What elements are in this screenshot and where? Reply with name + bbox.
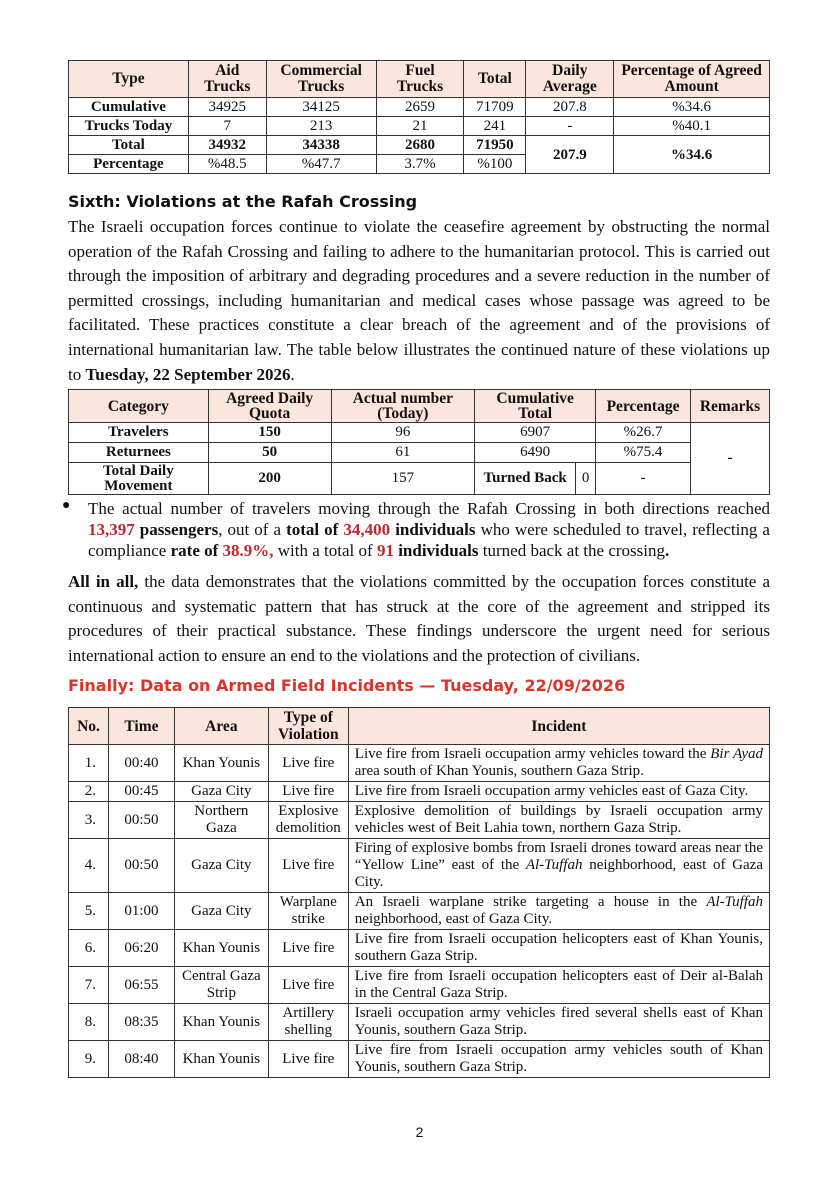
incident-time: 00:50: [108, 839, 174, 893]
row-label: Travelers: [69, 423, 209, 443]
table-cell: %48.5: [188, 155, 266, 174]
header-cell: Fuel Trucks: [376, 61, 464, 98]
table-cell: 21: [376, 117, 464, 136]
incident-time: 06:20: [108, 930, 174, 967]
incident-description: [348, 1004, 769, 1041]
trucks-table: [68, 60, 770, 174]
table-cell: 96: [331, 423, 475, 443]
table-cell: 34925: [188, 98, 266, 117]
table-row: [69, 117, 770, 136]
header-cell: Daily Average: [526, 61, 614, 98]
header-cell: Aid Trucks: [188, 61, 266, 98]
bullet-text: .: [664, 541, 670, 560]
table-row: [69, 1004, 770, 1041]
incident-text: Israeli occupation army vehicles fired several shells east of Khan Younis, southern Gaza Strip.: [354, 1005, 763, 1038]
remarks-cell: -: [691, 423, 770, 495]
incident-number: 1.: [69, 745, 109, 782]
turned-back-value: 0: [576, 463, 596, 495]
table-cell: %34.6: [614, 98, 770, 117]
header-cell: Percentage of Agreed Amount: [614, 61, 770, 98]
incident-type: Live fire: [268, 745, 348, 782]
table-header-row: [69, 708, 770, 745]
table-row: [69, 443, 770, 463]
table-cell: -: [526, 117, 614, 136]
table-row: [69, 1041, 770, 1078]
table-cell: %75.4: [596, 443, 691, 463]
table-cell: 7: [188, 117, 266, 136]
table-cell: 34125: [266, 98, 376, 117]
incident-time: 00:50: [108, 802, 174, 839]
summary-text: the data demonstrates that the violations committed by the occupation forces constitute a continuous and systematic pattern that has struck at the core of the agreement and stripped its procedures of their practical substance. These findings underscore the urgent need for serious international action to ensure an end to the violations and the protection of civilians.: [68, 572, 770, 665]
incident-type: Live fire: [268, 930, 348, 967]
incident-rows: [69, 745, 770, 1078]
table-cell: 34338: [266, 136, 376, 155]
incident-area: Khan Younis: [174, 1041, 268, 1078]
header-cell: Cumulative Total: [475, 390, 596, 423]
table-row: [69, 893, 770, 930]
table-cell: 213: [266, 117, 376, 136]
incident-area: Gaza City: [174, 782, 268, 802]
table-header-row: [69, 61, 770, 98]
incident-number: 4.: [69, 839, 109, 893]
section-heading: Sixth: Violations at the Rafah Crossing: [68, 192, 418, 211]
incident-area: Khan Younis: [174, 930, 268, 967]
bullet-text: The actual number of travelers moving through the Rafah Crossing in both directions reached: [88, 499, 770, 518]
rafah-paragraph: [68, 215, 770, 387]
incident-time: 01:00: [108, 893, 174, 930]
table-cell: 2659: [376, 98, 464, 117]
incident-area: Khan Younis: [174, 1004, 268, 1041]
header-cell: No.: [69, 708, 109, 745]
header-cell: Remarks: [691, 390, 770, 423]
incident-description: [348, 802, 769, 839]
incident-number: 9.: [69, 1041, 109, 1078]
turned-back-label: Turned Back: [475, 463, 576, 495]
table-cell: 157: [331, 463, 475, 495]
incidents-table: [68, 707, 770, 1078]
table-row: [69, 136, 770, 155]
header-cell: Total: [464, 61, 526, 98]
incident-number: 5.: [69, 893, 109, 930]
incident-description: [348, 1041, 769, 1078]
incident-place: Al-Tuffah: [525, 857, 583, 873]
header-cell: Commercial Trucks: [266, 61, 376, 98]
bullet-text: with a total of: [273, 541, 377, 560]
table-cell: %47.7: [266, 155, 376, 174]
table-cell: 61: [331, 443, 475, 463]
incident-area: Northern Gaza: [174, 802, 268, 839]
incident-text: Live fire from Israeli occupation helicopters east of Deir al-Balah in the Central Gaza Strip.: [354, 968, 763, 1001]
incident-text: Firing of explosive bombs from Israeli drones toward areas near the “Yellow Line” east of the: [354, 840, 763, 873]
paragraph-text: The Israeli occupation forces continue to violate the ceasefire agreement by obstructing the normal operation of the Rafah Crossing and failing to adhere to the humanitarian protocol. This is carried out through the imposition of arbitrary and degrading procedures and a severe reduction in the number of permitted crossings, including humanitarian and medical cases whose passage was agreed to be facilitated. These practices constitute a clear breach of the agreement and of the provisions of international humanitarian law. The table below illustrates the continued nature of these violations up to: [68, 217, 770, 384]
table-row: [69, 839, 770, 893]
row-label: Total Daily Movement: [69, 463, 209, 495]
table-cell: %100: [464, 155, 526, 174]
incident-type: Live fire: [268, 839, 348, 893]
incident-number: 8.: [69, 1004, 109, 1041]
incident-text: area south of Khan Younis, southern Gaza Strip.: [354, 763, 644, 779]
header-cell: Incident: [348, 708, 769, 745]
incident-description: [348, 745, 769, 782]
table-row: [69, 782, 770, 802]
row-label: Trucks Today: [69, 117, 189, 136]
table-cell: 207.9: [526, 136, 614, 174]
table-cell: 6490: [475, 443, 596, 463]
passengers-count: 13,397: [88, 520, 135, 539]
table-cell: 34932: [188, 136, 266, 155]
header-cell: Type: [69, 61, 189, 98]
turned-back-count: 91: [376, 541, 394, 560]
bullet-text: individuals: [390, 520, 476, 539]
summary-paragraph: [68, 570, 770, 668]
table-cell: 6907: [475, 423, 596, 443]
incident-area: Khan Younis: [174, 745, 268, 782]
bullet-icon: ●: [62, 498, 71, 513]
table-cell: %34.6: [614, 136, 770, 174]
incident-number: 2.: [69, 782, 109, 802]
incident-time: 06:55: [108, 967, 174, 1004]
table-row: [69, 967, 770, 1004]
paragraph-date: Tuesday, 22 September 2026: [85, 364, 291, 384]
incident-text: An Israeli warplane strike targeting a house in the: [354, 894, 707, 910]
incident-type: Live fire: [268, 782, 348, 802]
table-header-row: [69, 390, 770, 423]
bullet-paragraph: [88, 498, 770, 561]
table-cell: 207.8: [526, 98, 614, 117]
rafah-table: [68, 389, 770, 495]
incident-type: Explosive demolition: [268, 802, 348, 839]
incident-number: 3.: [69, 802, 109, 839]
table-row: [69, 423, 770, 443]
scheduled-count: 34,400: [343, 520, 391, 539]
header-cell: Type of Violation: [268, 708, 348, 745]
page-number: 2: [415, 1124, 424, 1140]
incident-text: Live fire from Israeli occupation army vehicles toward the: [354, 746, 711, 762]
table-row: [69, 463, 770, 495]
table-cell: 200: [208, 463, 331, 495]
header-cell: Category: [69, 390, 209, 423]
incident-time: 00:40: [108, 745, 174, 782]
table-row: [69, 745, 770, 782]
header-cell: Agreed Daily Quota: [208, 390, 331, 423]
table-cell: 71709: [464, 98, 526, 117]
incident-place: Bir Ayad: [710, 746, 764, 762]
table-cell: 2680: [376, 136, 464, 155]
incident-text: Live fire from Israeli occupation army vehicles south of Khan Younis, southern Gaza Strip.: [354, 1042, 763, 1075]
paragraph-end: .: [290, 364, 295, 384]
bullet-text: rate of: [170, 541, 223, 560]
bullet-text: individuals: [393, 541, 479, 560]
summary-lead: All in all,: [68, 572, 139, 591]
incident-text: Live fire from Israeli occupation helicopters east of Khan Younis, southern Gaza Strip.: [354, 931, 763, 964]
row-label: Cumulative: [69, 98, 189, 117]
table-cell: 71950: [464, 136, 526, 155]
table-cell: 241: [464, 117, 526, 136]
incident-description: [348, 893, 769, 930]
table-row: [69, 98, 770, 117]
table-row: [69, 930, 770, 967]
incident-number: 6.: [69, 930, 109, 967]
header-cell: Area: [174, 708, 268, 745]
header-cell: Actual number (Today): [331, 390, 475, 423]
incident-description: [348, 782, 769, 802]
incident-type: Warplane strike: [268, 893, 348, 930]
incident-time: 00:45: [108, 782, 174, 802]
incident-area: Central Gaza Strip: [174, 967, 268, 1004]
incident-area: Gaza City: [174, 893, 268, 930]
table-cell: %40.1: [614, 117, 770, 136]
incident-place: Al-Tuffah: [706, 894, 763, 910]
table-cell: 50: [208, 443, 331, 463]
header-cell: Time: [108, 708, 174, 745]
row-label: Total: [69, 136, 189, 155]
incident-area: Gaza City: [174, 839, 268, 893]
table-cell: 3.7%: [376, 155, 464, 174]
incident-type: Artillery shelling: [268, 1004, 348, 1041]
table-row: [69, 802, 770, 839]
table-cell: 150: [208, 423, 331, 443]
bullet-text: who were scheduled to travel, reflecting a compliance: [88, 520, 770, 560]
bullet-text: , out of a: [218, 520, 287, 539]
header-cell: Percentage: [596, 390, 691, 423]
compliance-rate: 38.9%,: [222, 541, 274, 560]
table-cell: %26.7: [596, 423, 691, 443]
incident-text: Explosive demolition of buildings by Israeli occupation army vehicles west of Beit Lahia town, northern Gaza Strip.: [354, 803, 763, 836]
incident-type: Live fire: [268, 967, 348, 1004]
section-heading: Finally: Data on Armed Field Incidents — Tuesday, 22/09/2026: [68, 676, 626, 695]
incident-description: [348, 930, 769, 967]
bullet-text: passengers: [134, 520, 219, 539]
incident-time: 08:35: [108, 1004, 174, 1041]
incident-description: [348, 839, 769, 893]
incident-description: [348, 967, 769, 1004]
row-label: Percentage: [69, 155, 189, 174]
bullet-text: total of: [286, 520, 344, 539]
incident-text: Live fire from Israeli occupation army vehicles east of Gaza City.: [354, 783, 749, 799]
table-cell: -: [596, 463, 691, 495]
incident-text: neighborhood, east of Gaza City.: [354, 911, 553, 927]
bullet-text: turned back at the crossing: [478, 541, 665, 560]
incident-time: 08:40: [108, 1041, 174, 1078]
incident-number: 7.: [69, 967, 109, 1004]
row-label: Returnees: [69, 443, 209, 463]
incident-type: Live fire: [268, 1041, 348, 1078]
incident-text: neighborhood, east of Gaza City.: [354, 857, 763, 890]
